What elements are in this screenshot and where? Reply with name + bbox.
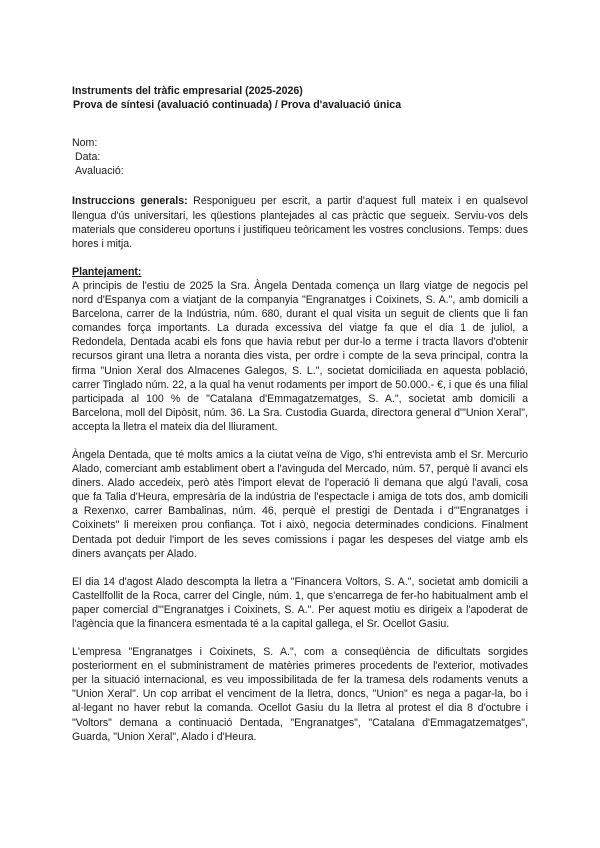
case-paragraph-1: A principis de l'estiu de 2025 la Sra. Àngela Dentada comença un llarg viatge de negocis pel nord d'Espanya com a viatjant de la companyia "Engranatges i Coixinets, S. A.", amb domicili a Barcelona, carrer de la Indústria, núm. 680, durant el qual visita un seguit de clients que li fan comandes força importants. La durada excessiva del viatge fa que el dia 1 de juliol, a Redondela, Dentada acabi els fons que havia rebut per dur-lo a terme i tracta llavors d'obtenir recursos girant una lletra a noranta dies vista, per ordre i compte de la seva principal, contra la firma "Union Xeral dos Almacenes Galegos, S. L.", societat domiciliada en aquesta població, carrer Tinglado núm. 22, a la qual ha venut rodaments per import de 50.000.- €, i que és una filial participada al 100 % de "Catalana d'Emmagatzematges, S. A.", societat amb domicili a Barcelona, moll del Dipòsit, núm. 36. La Sra. Custodia Guarda, directora general d'"Union Xeral", accepta la lletra el mateix dia del lliurament. bbox=[72, 279, 528, 433]
course-title: Instruments del tràfic empresarial (2025-2026) bbox=[72, 85, 303, 97]
document-header bbox=[72, 84, 528, 112]
evaluation-field-label: Avaluació: bbox=[75, 165, 124, 178]
instructions-heading: Instruccions generals: bbox=[72, 195, 188, 208]
student-fields bbox=[72, 136, 528, 178]
instructions-text: Responigueu per escrit, a partir d'aquest full mateix i en qualsevol llengua d'ús universitari, les qüestions plantejades al cas pràctic que segueix. Serviu-vos dels materials que considereu oportuns i justifiqueu teòricament les vostres conclusions. Temps: dues hores i mitja. bbox=[72, 195, 528, 250]
date-field-label: Data: bbox=[75, 151, 101, 164]
case-paragraph-4: L'empresa "Engranatges i Coixinets, S. A.", com a conseqüència de dificultats sorgides posteriorment en el subministrament de matèries primeres procedents de l'exterior, motivades per la situació internacional, es veu impossibilitada de fer la tramesa dels rodaments venuts a "Union Xeral". Un cop arribat el venciment de la lletra, doncs, "Union" es nega a pagar-la, bo i al·legant no haver rebut la comanda. Ocellot Gasiu du la lletra al protest el dia 8 d'octubre i "Voltors" demana a continuació Dentada, "Engranatges", "Catalana d'Emmagatzematges", Guarda, "Union Xeral", Alado i d'Heura. bbox=[72, 646, 528, 743]
document-page bbox=[72, 84, 528, 758]
instructions-paragraph bbox=[72, 194, 528, 250]
case-paragraph-3: El dia 14 d'agost Alado descompta la lletra a "Financera Voltors, S. A.", societat amb domicili a Castellfollit de la Roca, carrer del Cingle, núm. 1, que s'encarrega de fer-ho habitualment amb el paper comercial d'"Engranatges i Coixinets, S. A.". Per aquest motiu es dirigeix a l'apoderat de l'agència que la financera esmentada té a la capital gallega, el Sr. Ocellot Gasiu. bbox=[72, 575, 528, 630]
case-paragraph-2: Àngela Dentada, que té molts amics a la ciutat veïna de Vigo, s'hi entrevista amb el Sr. Mercurio Alado, comerciant amb establiment obert a l'avinguda del Mercado, núm. 57, perquè li avanci els diners. Alado accedeix, però atès l'import elevat de l'operació li demana que algú l'avali, cosa que fa Talia d'Heura, empresària de la indústria de l'espectacle i amiga de tots dos, amb domicili a Rexenxo, carrer Bambalinas, núm. 46, perquè el prestigi de Dentada i d'"Engranatges i Coixinets" li mereixen prou confiança. Tot i això, negocia determinades condicions. Finalment Dentada pot deduir l'import de les seves comissions i pagar les despeses del viatge amb els diners avançats per Alado. bbox=[72, 448, 528, 560]
exam-title: Prova de síntesi (avaluació continuada) / Prova d'avaluació única bbox=[73, 99, 402, 112]
name-field-label: Nom: bbox=[72, 137, 98, 150]
plantejament-heading: Plantejament: bbox=[72, 265, 142, 278]
